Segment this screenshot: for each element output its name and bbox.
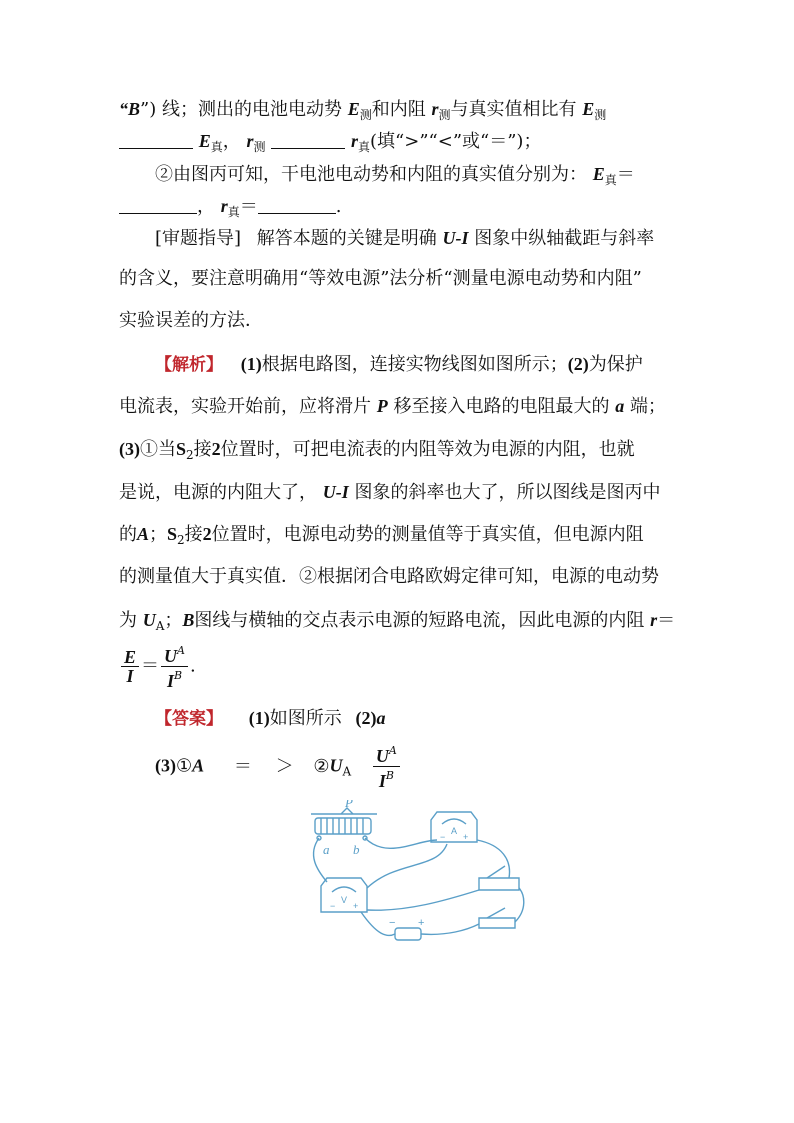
- answer-label: 【答案】: [155, 709, 223, 729]
- analysis-line-3: (3)①当$S_2$接2位置时，可把电流表的内阻等效为电源的内阻，也就: [119, 439, 635, 462]
- guide-line-1: [审题指导] 解答本题的关键是明确 U-I 图象中纵轴截距与斜率: [155, 228, 655, 249]
- answer-line-2: (3)①A ＝ ＞ $②U_A$ $\frac{U^A}{I^B}$: [155, 742, 715, 792]
- analysis-line-4: 是说，电源的内阻大了， U-I 图象的斜率也大了，所以图线是图丙中: [119, 482, 661, 503]
- battery: [395, 928, 421, 940]
- answer-line-1: 【答案】 (1)如图所示 (2)a: [155, 708, 386, 729]
- analysis-line-8: $\frac{E}{I}$ ＝ $\frac{U^A}{I^B}$ .: [119, 642, 679, 692]
- fraction-U-over-I: $\frac{U^A}{I^B}$: [161, 642, 188, 691]
- ammeter-minus: −: [440, 832, 446, 842]
- wire-3: [477, 840, 510, 878]
- analysis-label: 【解析】: [155, 355, 223, 375]
- answer-fraction: $\frac{U^A}{I^B}$: [373, 742, 400, 791]
- label-P: P: [345, 800, 353, 810]
- line-4: ， $r_真=$ .: [119, 190, 679, 222]
- guide-line-3: 实验误差的方法．: [119, 310, 263, 331]
- wire-8: [367, 844, 447, 888]
- analysis-line-6: 的测量值大于真实值．②根据闭合电路欧姆定律可知，电源的电动势: [119, 566, 659, 587]
- voltmeter-dial: [332, 887, 356, 892]
- guide-label: [审题指导]: [155, 228, 242, 249]
- wire-7: [515, 888, 524, 922]
- switch-s1: [479, 918, 515, 928]
- label-b: b: [353, 842, 360, 857]
- circuit-figure: [297, 800, 539, 963]
- analysis-line-5: 的A；$S_2$接2位置时，电源电动势的测量值等于真实值，但电源内阻: [119, 524, 644, 547]
- switch-s2: [479, 878, 519, 890]
- wire-6: [421, 924, 479, 934]
- battery-minus: −: [389, 917, 396, 929]
- battery-plus: +: [418, 917, 425, 929]
- voltmeter-minus: −: [330, 901, 336, 911]
- analysis-line-1: 【解析】 (1)根据电路图，连接实物线图如图所示；(2)为保护: [155, 354, 643, 375]
- wire-1: [365, 838, 437, 848]
- voltmeter-plus: +: [353, 901, 359, 911]
- answer-blank-3[interactable]: [119, 193, 197, 214]
- answer-blank-1[interactable]: [119, 128, 193, 149]
- answer-blank-4[interactable]: [258, 193, 336, 214]
- switch-s2-lever: [487, 866, 505, 878]
- fraction-E-over-I: $\frac{E}{I}$: [121, 648, 139, 685]
- label-A: A: [451, 826, 458, 836]
- rheostat-coil: [321, 818, 363, 834]
- analysis-line-7: 为 $U_A$；B图线与横轴的交点表示电源的短路电流，因此电源的内阻 r＝: [119, 610, 676, 633]
- label-a: a: [323, 842, 330, 857]
- analysis-line-2: 电流表，实验开始前，应将滑片 P 移至接入电路的电阻最大的 a 端；: [119, 396, 666, 417]
- switch-s1-lever: [487, 908, 505, 918]
- ammeter-dial: [442, 819, 466, 824]
- line-3: ②由图丙可知，干电池电动势和内阻的真实值分别为： $E_真=$: [155, 164, 635, 187]
- line-1: “B”) 线；测出的电池电动势 $E_测$和内阻 $r_测$与真实值相比有 $E_测$: [119, 99, 607, 122]
- wire-4: [367, 890, 479, 910]
- ammeter-plus: +: [463, 832, 469, 842]
- guide-line-2: 的含义，要注意明确用“等效电源”法分析“测量电源电动势和内阻”: [119, 268, 642, 289]
- label-V: V: [341, 895, 348, 905]
- circuit-drawing: [297, 800, 539, 963]
- line-2: $E_真$， $r_测$ $r_真$(填“>”“<”或“＝”)；: [119, 125, 679, 157]
- answer-blank-2[interactable]: [271, 128, 345, 149]
